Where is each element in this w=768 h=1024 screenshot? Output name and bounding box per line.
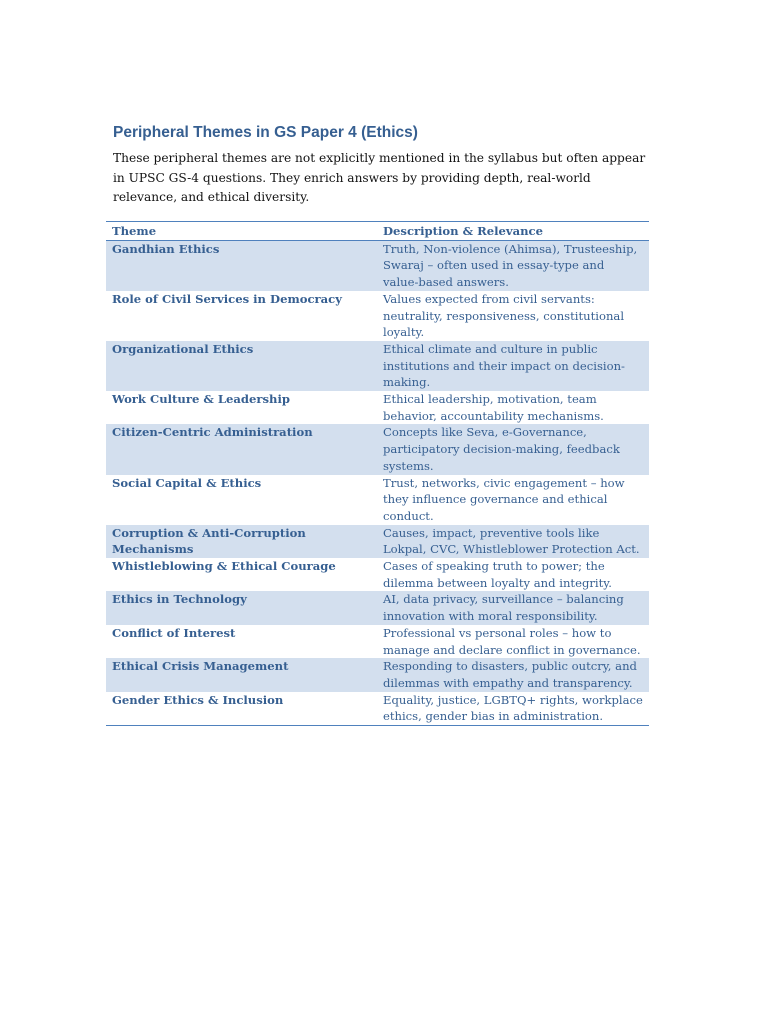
table-row [106, 658, 649, 691]
description-column-header: Description & Relevance [377, 222, 649, 241]
theme-cell: Gandhian Ethics [106, 240, 377, 291]
table-row [106, 692, 649, 726]
theme-cell: Organizational Ethics [106, 341, 377, 391]
theme-cell: Gender Ethics & Inclusion [106, 692, 377, 726]
theme-cell: Corruption & Anti-Corruption Mechanisms [106, 525, 377, 558]
theme-cell: Ethics in Technology [106, 591, 377, 624]
description-cell: Concepts like Seva, e-Governance, participatory decision-making, feedback systems. [377, 424, 649, 474]
intro-paragraph: These peripheral themes are not explicitly mentioned in the syllabus but often appear in UPSC GS-4 questions. They enrich answers by providing depth, real-world relevance, and ethical diversity. [113, 151, 646, 204]
table-row [106, 625, 649, 658]
table-row [106, 424, 649, 474]
description-cell: Trust, networks, civic engagement – how they influence governance and ethical conduct. [377, 475, 649, 525]
description-cell: Ethical climate and culture in public institutions and their impact on decision-making. [377, 341, 649, 391]
table-row [106, 291, 649, 341]
table-row [106, 475, 649, 525]
description-cell: Values expected from civil servants: neutrality, responsiveness, constitutional loyalty. [377, 291, 649, 341]
table-header-row [106, 222, 649, 241]
description-cell: Causes, impact, preventive tools like Lokpal, CVC, Whistleblower Protection Act. [377, 525, 649, 558]
table-row [106, 558, 649, 591]
table-row [106, 591, 649, 624]
theme-cell: Work Culture & Leadership [106, 391, 377, 424]
theme-cell: Whistleblowing & Ethical Courage [106, 558, 377, 591]
theme-cell: Citizen-Centric Administration [106, 424, 377, 474]
description-cell: Cases of speaking truth to power; the dilemma between loyalty and integrity. [377, 558, 649, 591]
theme-cell: Conflict of Interest [106, 625, 377, 658]
description-cell: Professional vs personal roles – how to manage and declare conflict in governance. [377, 625, 649, 658]
document-title: Peripheral Themes in GS Paper 4 (Ethics) [113, 124, 418, 141]
themes-table [106, 221, 649, 726]
theme-cell: Role of Civil Services in Democracy [106, 291, 377, 341]
theme-cell: Social Capital & Ethics [106, 475, 377, 525]
description-cell: Truth, Non-violence (Ahimsa), Trusteeship, Swaraj – often used in essay-type and value-based answers. [377, 240, 649, 291]
table-row [106, 525, 649, 558]
description-cell: Equality, justice, LGBTQ+ rights, workplace ethics, gender bias in administration. [377, 692, 649, 726]
theme-cell: Ethical Crisis Management [106, 658, 377, 691]
description-cell: AI, data privacy, surveillance – balancing innovation with moral responsibility. [377, 591, 649, 624]
table-row [106, 240, 649, 291]
theme-column-header: Theme [106, 222, 377, 241]
table-row [106, 341, 649, 391]
table-row [106, 391, 649, 424]
description-cell: Ethical leadership, motivation, team behavior, accountability mechanisms. [377, 391, 649, 424]
description-cell: Responding to disasters, public outcry, and dilemmas with empathy and transparency. [377, 658, 649, 691]
